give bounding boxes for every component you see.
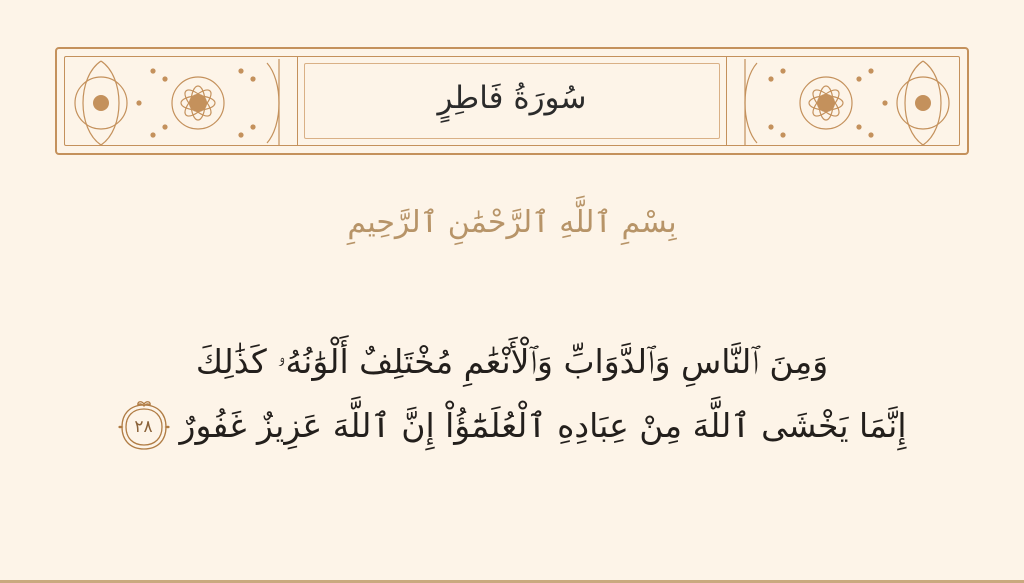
- ayah-line-2-row: [40, 394, 984, 458]
- surah-title-banner-inner: [64, 56, 960, 146]
- ayah-line-2: إِنَّمَا يَخْشَى ٱللَّهَ مِنْ عِبَادِهِ ٱلْعُلَمَٰٓؤُاْ إِنَّ ٱللَّهَ عَزِيزٌ غَفُورٌ: [179, 406, 907, 446]
- surah-title-text: سُورَةُ فَاطِرٍ: [437, 80, 587, 117]
- surah-title-panel: [297, 57, 727, 145]
- ayah-line-1: وَمِنَ ٱلنَّاسِ وَٱلدَّوَابِّ وَٱلْأَنْعَٰمِ مُخْتَلِفٌ أَلْوَٰنُهُۥ كَذَٰلِكَ: [195, 342, 829, 381]
- ayah-number-medallion: [118, 401, 170, 453]
- basmala-text: بِسْمِ ٱللَّهِ ٱلرَّحْمَٰنِ ٱلرَّحِيمِ: [347, 205, 677, 240]
- ayah-number: ٢٨: [134, 416, 153, 437]
- arabesque-floral-ornament: [727, 57, 959, 145]
- arabesque-floral-ornament: [65, 57, 297, 145]
- ayah-text-block: [40, 330, 984, 459]
- surah-title-banner: [55, 47, 969, 155]
